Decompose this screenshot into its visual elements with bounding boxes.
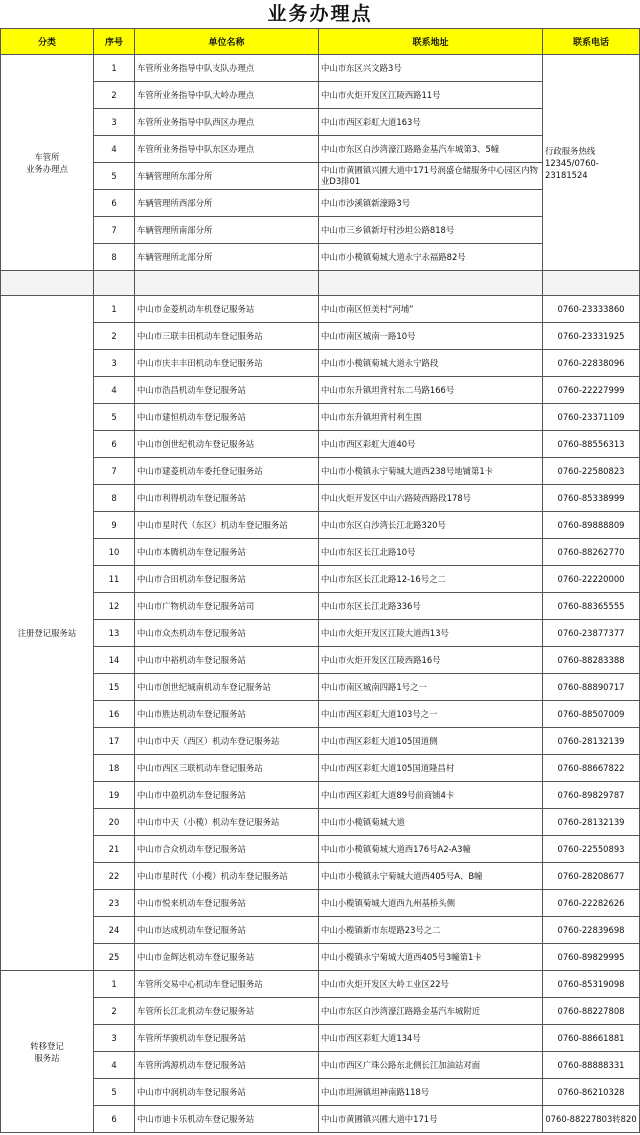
unit-name-cell: 车管所业务指导中队支队办理点 bbox=[135, 55, 319, 82]
table-row bbox=[1, 1106, 640, 1133]
seq-cell: 3 bbox=[94, 1025, 135, 1052]
seq-cell: 3 bbox=[94, 109, 135, 136]
phone-cell: 0760-88283388 bbox=[543, 647, 640, 674]
address-cell: 中山市小榄镇永宁菊城大道西238号地铺第1卡 bbox=[319, 458, 543, 485]
seq-cell: 5 bbox=[94, 404, 135, 431]
address-cell: 中山市沙溪镇新濠路3号 bbox=[319, 190, 543, 217]
seq-cell: 20 bbox=[94, 809, 135, 836]
unit-name-cell: 中山市众杰机动车登记服务站 bbox=[135, 620, 319, 647]
table-body bbox=[1, 55, 640, 1133]
phone-cell: 0760-23331925 bbox=[543, 323, 640, 350]
unit-name-cell: 车管所业务指导中队大岭办理点 bbox=[135, 82, 319, 109]
phone-cell: 0760-23371109 bbox=[543, 404, 640, 431]
seq-cell: 1 bbox=[94, 296, 135, 323]
phone-cell: 0760-22282626 bbox=[543, 890, 640, 917]
header-seq: 序号 bbox=[94, 29, 135, 55]
phone-cell: 0760-85338999 bbox=[543, 485, 640, 512]
seq-cell: 14 bbox=[94, 647, 135, 674]
unit-name-cell: 中山市金辉达机动车登记服务站 bbox=[135, 944, 319, 971]
table-row bbox=[1, 863, 640, 890]
unit-name-cell: 中山市中天（西区）机动车登记服务站 bbox=[135, 728, 319, 755]
table-row bbox=[1, 404, 640, 431]
unit-name-cell: 中山市中盈机动车登记服务站 bbox=[135, 782, 319, 809]
seq-cell: 1 bbox=[94, 971, 135, 998]
category-label: 转移登记 bbox=[30, 1040, 64, 1051]
address-cell: 中山市东区兴文路3号 bbox=[319, 55, 543, 82]
seq-cell: 1 bbox=[94, 55, 135, 82]
address-cell: 中山市东升镇坦背村利生围 bbox=[319, 404, 543, 431]
address-cell: 中山市黄圃镇兴圃大道中171号润盛仓储服务中心园区内物业D3排01 bbox=[319, 163, 543, 190]
unit-name-cell: 车管所业务指导中队西区办理点 bbox=[135, 109, 319, 136]
seq-cell: 6 bbox=[94, 190, 135, 217]
address-cell: 中山小榄镇菊城大道西九州基桥头侧 bbox=[319, 890, 543, 917]
phone-cell: 0760-88661881 bbox=[543, 1025, 640, 1052]
address-cell: 中山市东区长江北路10号 bbox=[319, 539, 543, 566]
address-cell: 中山市火炬开发区江陵西路11号 bbox=[319, 82, 543, 109]
seq-cell: 15 bbox=[94, 674, 135, 701]
unit-name-cell: 中山市中裕机动车登记服务站 bbox=[135, 647, 319, 674]
unit-name-cell: 中山市建菱机动车委托登记服务站 bbox=[135, 458, 319, 485]
seq-cell: 22 bbox=[94, 863, 135, 890]
seq-cell: 11 bbox=[94, 566, 135, 593]
unit-name-cell: 中山市星时代（东区）机动车登记服务站 bbox=[135, 512, 319, 539]
phone-cell: 0760-88262770 bbox=[543, 539, 640, 566]
table-row bbox=[1, 701, 640, 728]
seq-cell: 3 bbox=[94, 350, 135, 377]
phone-cell: 0760-23877377 bbox=[543, 620, 640, 647]
table-row bbox=[1, 1052, 640, 1079]
table-row bbox=[1, 485, 640, 512]
phone-cell: 0760-88227803转820 bbox=[543, 1106, 640, 1133]
seq-cell: 5 bbox=[94, 1079, 135, 1106]
phone-cell: 0760-88890717 bbox=[543, 674, 640, 701]
section-gap-row bbox=[1, 271, 640, 296]
seq-cell: 8 bbox=[94, 244, 135, 271]
table-row bbox=[1, 55, 640, 82]
phone-cell: 0760-89829995 bbox=[543, 944, 640, 971]
seq-cell: 6 bbox=[94, 1106, 135, 1133]
table-row bbox=[1, 620, 640, 647]
address-cell: 中山市东区白沙湾濠江路路金基汽车城附近 bbox=[319, 998, 543, 1025]
address-cell: 中山火炬开发区中山六路陵西路段178号 bbox=[319, 485, 543, 512]
category-cell bbox=[1, 296, 94, 971]
seq-cell: 8 bbox=[94, 485, 135, 512]
header-address: 联系地址 bbox=[319, 29, 543, 55]
header-phone: 联系电话 bbox=[543, 29, 640, 55]
seq-cell: 7 bbox=[94, 458, 135, 485]
unit-name-cell: 中山市西区三联机动车登记服务站 bbox=[135, 755, 319, 782]
service-points-table bbox=[0, 28, 640, 1133]
address-cell: 中山市黄圃镇兴圃大道中171号 bbox=[319, 1106, 543, 1133]
address-cell: 中山市西区彩虹大道105国道侧 bbox=[319, 728, 543, 755]
seq-cell: 24 bbox=[94, 917, 135, 944]
unit-name-cell: 中山市胜达机动车登记服务站 bbox=[135, 701, 319, 728]
unit-name-cell: 中山市创世纪机动车登记服务站 bbox=[135, 431, 319, 458]
address-cell: 中山市东区白沙湾濠江路路金基汽车城第3、5幢 bbox=[319, 136, 543, 163]
seq-cell: 4 bbox=[94, 377, 135, 404]
address-cell: 中山市小榄镇菊城大道永宁永福路82号 bbox=[319, 244, 543, 271]
unit-name-cell: 中山市合众机动车登记服务站 bbox=[135, 836, 319, 863]
address-cell: 中山市西区彩虹大道89号前商铺4卡 bbox=[319, 782, 543, 809]
address-cell: 中山市西区广珠公路东北侧长江加油站对面 bbox=[319, 1052, 543, 1079]
phone-cell: 0760-88365555 bbox=[543, 593, 640, 620]
phone-cell: 0760-22220000 bbox=[543, 566, 640, 593]
address-cell: 中山市西区彩虹大道105国道隆昌村 bbox=[319, 755, 543, 782]
header-unit-name: 单位名称 bbox=[135, 29, 319, 55]
address-cell: 中山小榄镇新市东堤路23号之二 bbox=[319, 917, 543, 944]
table-row bbox=[1, 1025, 640, 1052]
seq-cell: 10 bbox=[94, 539, 135, 566]
unit-name-cell: 中山市星时代（小榄）机动车登记服务站 bbox=[135, 863, 319, 890]
address-cell: 中山市小榄镇菊城大道 bbox=[319, 809, 543, 836]
address-cell: 中山市东升镇坦背村东二马路166号 bbox=[319, 377, 543, 404]
unit-name-cell: 中山市中润机动车登记服务站 bbox=[135, 1079, 319, 1106]
unit-name-cell: 车辆管理所南部分所 bbox=[135, 217, 319, 244]
unit-name-cell: 中山市创世纪城南机动车登记服务站 bbox=[135, 674, 319, 701]
address-cell: 中山市火炬开发区大岭工业区22号 bbox=[319, 971, 543, 998]
address-cell: 中山市东区长江北路12-16号之二 bbox=[319, 566, 543, 593]
seq-cell: 19 bbox=[94, 782, 135, 809]
table-row bbox=[1, 458, 640, 485]
category-label: 注册登记服务站 bbox=[17, 628, 77, 638]
unit-name-cell: 中山市中天（小榄）机动车登记服务站 bbox=[135, 809, 319, 836]
phone-cell: 0760-88556313 bbox=[543, 431, 640, 458]
empty-cell bbox=[543, 271, 640, 296]
table-row bbox=[1, 944, 640, 971]
table-row bbox=[1, 890, 640, 917]
phone-cell: 0760-28132139 bbox=[543, 809, 640, 836]
unit-name-cell: 中山市达成机动车登记服务站 bbox=[135, 917, 319, 944]
address-cell: 中山市小榄镇永宁菊城大道西405号A、B幢 bbox=[319, 863, 543, 890]
address-cell: 中山市东区白沙湾长江北路320号 bbox=[319, 512, 543, 539]
address-cell: 中山市东区长江北路336号 bbox=[319, 593, 543, 620]
unit-name-cell: 中山市庆丰丰田机动车登记服务站 bbox=[135, 350, 319, 377]
table-row bbox=[1, 350, 640, 377]
phone-cell: 0760-22550893 bbox=[543, 836, 640, 863]
address-cell: 中山市西区彩虹大道103号之一 bbox=[319, 701, 543, 728]
table-row bbox=[1, 917, 640, 944]
phone-cell: 0760-88227808 bbox=[543, 998, 640, 1025]
address-cell: 中山市火炬开发区江陵西路16号 bbox=[319, 647, 543, 674]
unit-name-cell: 中山市建恒机动车登记服务站 bbox=[135, 404, 319, 431]
seq-cell: 16 bbox=[94, 701, 135, 728]
table-row bbox=[1, 647, 640, 674]
empty-cell bbox=[319, 271, 543, 296]
table-row bbox=[1, 323, 640, 350]
phone-cell: 0760-89888809 bbox=[543, 512, 640, 539]
unit-name-cell: 中山市本腾机动车登记服务站 bbox=[135, 539, 319, 566]
unit-name-cell: 中山市浩昌机动车登记服务站 bbox=[135, 377, 319, 404]
unit-name-cell: 中山市悦来机动车登记服务站 bbox=[135, 890, 319, 917]
phone-cell: 0760-89829787 bbox=[543, 782, 640, 809]
table-row bbox=[1, 512, 640, 539]
phone-cell: 0760-22580823 bbox=[543, 458, 640, 485]
unit-name-cell: 中山市迪卡乐机动车登记服务站 bbox=[135, 1106, 319, 1133]
table-row bbox=[1, 836, 640, 863]
phone-cell: 0760-22839698 bbox=[543, 917, 640, 944]
address-cell: 中山市西区彩虹大道40号 bbox=[319, 431, 543, 458]
phone-cell: 0760-88667822 bbox=[543, 755, 640, 782]
table-row bbox=[1, 782, 640, 809]
address-cell: 中山市小榄镇菊城大道永宁路段 bbox=[319, 350, 543, 377]
unit-name-cell: 中山市广物机动车登记服务站司 bbox=[135, 593, 319, 620]
seq-cell: 17 bbox=[94, 728, 135, 755]
unit-name-cell: 车辆管理所东部分所 bbox=[135, 163, 319, 190]
table-row bbox=[1, 998, 640, 1025]
seq-cell: 5 bbox=[94, 163, 135, 190]
phone-cell: 0760-22838096 bbox=[543, 350, 640, 377]
seq-cell: 4 bbox=[94, 1052, 135, 1079]
seq-cell: 9 bbox=[94, 512, 135, 539]
address-cell: 中山市南区城南四路1号之一 bbox=[319, 674, 543, 701]
phone-cell: 0760-22227999 bbox=[543, 377, 640, 404]
page-title: 业务办理点 bbox=[267, 3, 373, 25]
category-label: 车管所 bbox=[34, 151, 60, 162]
unit-name-cell: 中山市合田机动车登记服务站 bbox=[135, 566, 319, 593]
address-cell: 中山小榄镇永宁菊城大道西405号3幢第1卡 bbox=[319, 944, 543, 971]
empty-cell bbox=[94, 271, 135, 296]
address-cell: 中山市南区城南一路10号 bbox=[319, 323, 543, 350]
phone-cell: 0760-88888331 bbox=[543, 1052, 640, 1079]
table-row bbox=[1, 728, 640, 755]
table-row bbox=[1, 593, 640, 620]
unit-name-cell: 车管所交易中心机动车登记服务站 bbox=[135, 971, 319, 998]
seq-cell: 2 bbox=[94, 323, 135, 350]
table-row bbox=[1, 431, 640, 458]
category-label: 服务站 bbox=[34, 1052, 60, 1063]
seq-cell: 7 bbox=[94, 217, 135, 244]
unit-name-cell: 车管所业务指导中队东区办理点 bbox=[135, 136, 319, 163]
seq-cell: 18 bbox=[94, 755, 135, 782]
table-row bbox=[1, 566, 640, 593]
table-row bbox=[1, 809, 640, 836]
unit-name-cell: 中山市金菱机动车机登记服务站 bbox=[135, 296, 319, 323]
phone-cell: 0760-28132139 bbox=[543, 728, 640, 755]
table-row bbox=[1, 539, 640, 566]
unit-name-cell: 车管所鸿源机动车登记服务站 bbox=[135, 1052, 319, 1079]
seq-cell: 12 bbox=[94, 593, 135, 620]
unit-name-cell: 中山市三联丰田机动车登记服务站 bbox=[135, 323, 319, 350]
table-row bbox=[1, 377, 640, 404]
phone-cell: 0760-23333860 bbox=[543, 296, 640, 323]
seq-cell: 2 bbox=[94, 998, 135, 1025]
address-cell: 中山市三乡镇新圩村沙坦公路818号 bbox=[319, 217, 543, 244]
table-row bbox=[1, 296, 640, 323]
category-cell bbox=[1, 971, 94, 1133]
category-label: 业务办理点 bbox=[26, 163, 68, 174]
address-cell: 中山市西区彩虹大道163号 bbox=[319, 109, 543, 136]
hotline-cell: 行政服务热线12345/0760-23181524 bbox=[543, 55, 640, 271]
address-cell: 中山市小榄镇菊城大道西176号A2-A3幢 bbox=[319, 836, 543, 863]
phone-cell: 0760-88507009 bbox=[543, 701, 640, 728]
address-cell: 中山市火炬开发区江陵大道西13号 bbox=[319, 620, 543, 647]
seq-cell: 25 bbox=[94, 944, 135, 971]
address-cell: 中山市西区彩虹大道134号 bbox=[319, 1025, 543, 1052]
header-row bbox=[1, 29, 640, 55]
phone-cell: 0760-86210328 bbox=[543, 1079, 640, 1106]
seq-cell: 13 bbox=[94, 620, 135, 647]
seq-cell: 4 bbox=[94, 136, 135, 163]
empty-cell bbox=[135, 271, 319, 296]
table-row bbox=[1, 755, 640, 782]
unit-name-cell: 车管所华骏机动车登记服务站 bbox=[135, 1025, 319, 1052]
table-row bbox=[1, 1079, 640, 1106]
seq-cell: 6 bbox=[94, 431, 135, 458]
category-cell bbox=[1, 55, 94, 271]
address-cell: 中山市坦洲镇坦神南路118号 bbox=[319, 1079, 543, 1106]
table-row bbox=[1, 674, 640, 701]
unit-name-cell: 中山市利得机动车登记服务站 bbox=[135, 485, 319, 512]
unit-name-cell: 车辆管理所北部分所 bbox=[135, 244, 319, 271]
phone-cell: 0760-28208677 bbox=[543, 863, 640, 890]
phone-cell: 0760-85319098 bbox=[543, 971, 640, 998]
address-cell: 中山市南区恒美村“河埔” bbox=[319, 296, 543, 323]
unit-name-cell: 车辆管理所西部分所 bbox=[135, 190, 319, 217]
table-row bbox=[1, 971, 640, 998]
seq-cell: 2 bbox=[94, 82, 135, 109]
header-category: 分类 bbox=[1, 29, 94, 55]
seq-cell: 21 bbox=[94, 836, 135, 863]
empty-cell bbox=[1, 271, 94, 296]
seq-cell: 23 bbox=[94, 890, 135, 917]
unit-name-cell: 车管所长江北机动车登记服务站 bbox=[135, 998, 319, 1025]
